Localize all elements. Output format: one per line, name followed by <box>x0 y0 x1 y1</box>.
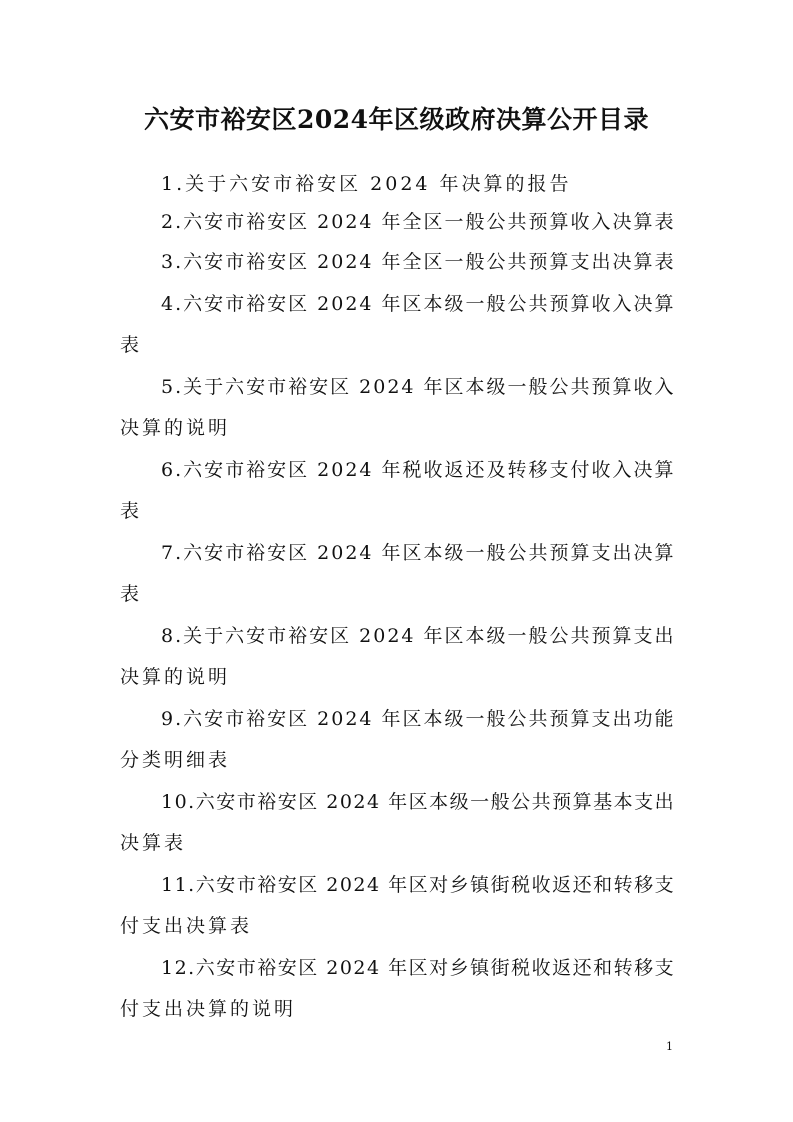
toc-item-10-line-1: 10.六安市裕安区 2024 年区本级一般公共预算基本支出 <box>161 791 676 813</box>
toc-item-7-line-2: 表 <box>120 583 143 605</box>
toc-item-2-line-1: 2.六安市裕安区 2024 年全区一般公共预算收入决算表 <box>161 211 676 233</box>
toc-item-4-line-1: 4.六安市裕安区 2024 年区本级一般公共预算收入决算 <box>161 293 676 315</box>
toc-item-8-line-2: 决算的说明 <box>120 666 231 688</box>
page-number: 1 <box>666 1040 673 1053</box>
toc-item-11-line-2: 付支出决算表 <box>120 915 253 937</box>
toc-item-7-line-1: 7.六安市裕安区 2024 年区本级一般公共预算支出决算 <box>161 542 676 564</box>
toc-item-12-line-2: 付支出决算的说明 <box>120 998 297 1020</box>
toc-item-9-line-1: 9.六安市裕安区 2024 年区本级一般公共预算支出功能 <box>161 708 676 730</box>
toc-item-5-line-1: 5.关于六安市裕安区 2024 年区本级一般公共预算收入 <box>161 376 676 398</box>
toc-item-9-line-2: 分类明细表 <box>120 749 231 771</box>
toc-item-12-line-1: 12.六安市裕安区 2024 年区对乡镇街税收返还和转移支 <box>161 957 676 979</box>
toc-item-10-line-2: 决算表 <box>120 832 187 854</box>
toc-item-3-line-1: 3.六安市裕安区 2024 年全区一般公共预算支出决算表 <box>161 251 676 273</box>
toc-item-5-line-2: 决算的说明 <box>120 417 231 439</box>
toc-item-8-line-1: 8.关于六安市裕安区 2024 年区本级一般公共预算支出 <box>161 625 676 647</box>
page-title: 六安市裕安区2024年区级政府决算公开目录 <box>143 105 650 134</box>
toc-item-1-line-1: 1.关于六安市裕安区 2024 年决算的报告 <box>161 173 572 195</box>
toc-item-4-line-2: 表 <box>120 334 143 356</box>
toc-item-11-line-1: 11.六安市裕安区 2024 年区对乡镇街税收返还和转移支 <box>161 874 676 896</box>
toc-item-6-line-2: 表 <box>120 500 143 522</box>
toc-item-6-line-1: 6.六安市裕安区 2024 年税收返还及转移支付收入决算 <box>161 459 676 481</box>
